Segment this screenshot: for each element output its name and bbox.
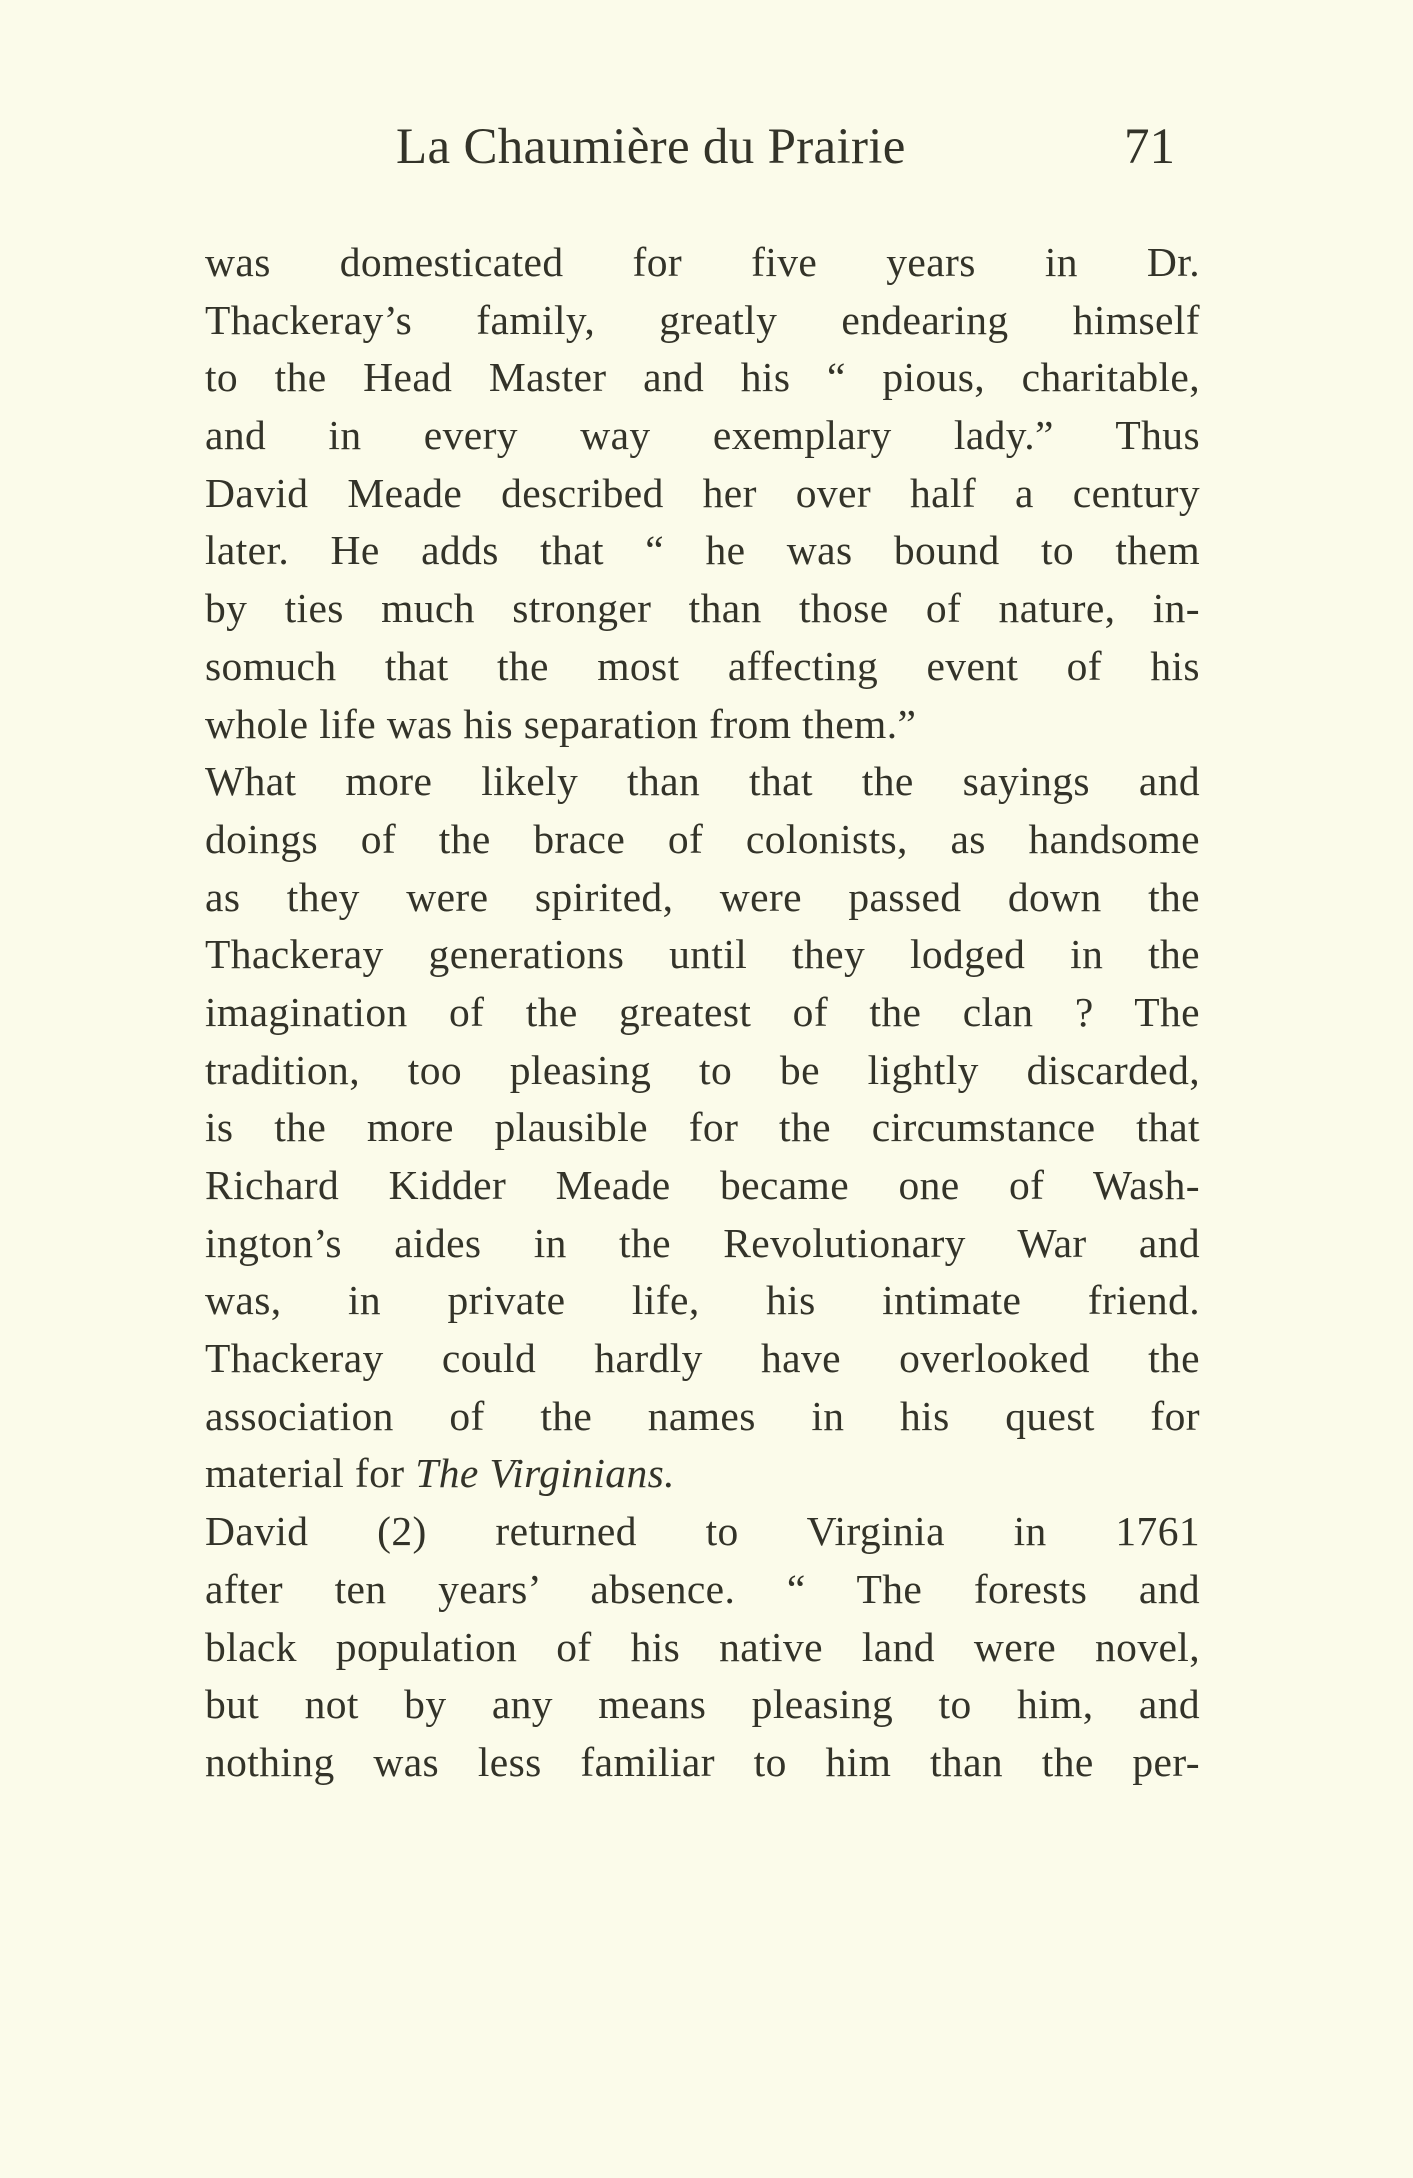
text-line: David Meade described her over half a century [205, 469, 1200, 516]
book-title-italic: The Virginians. [415, 1450, 675, 1497]
text-line: after ten years’ absence. “ The forests and [205, 1565, 1200, 1612]
text-line [205, 1445, 1200, 1503]
text-fragment: material for [205, 1450, 405, 1497]
text-line: black population of his native land were novel, [205, 1623, 1200, 1670]
text-line: doings of the brace of colonists, as handsome [205, 815, 1200, 862]
text-line: Thackeray could hardly have overlooked the [205, 1335, 1200, 1382]
text-line: somuch that the most affecting event of his [205, 642, 1200, 689]
text-line: was domesticated for five years in Dr. [205, 239, 1200, 285]
text-line: association of the names in his quest for [205, 1392, 1200, 1439]
text-line: Richard Kidder Meade became one of Wash- [205, 1162, 1200, 1208]
text-line: later. He adds that “ he was bound to them [205, 527, 1200, 574]
text-line: is the more plausible for the circumstance that [205, 1104, 1200, 1151]
text-line: Thackeray generations until they lodged in the [205, 931, 1200, 978]
page-number: 71 [1124, 119, 1175, 175]
text-line: tradition, too pleasing to be lightly discarded, [205, 1046, 1200, 1093]
text-line: What more likely than that the sayings and [205, 758, 1200, 805]
text-line: as they were spirited, were passed down the [205, 873, 1200, 920]
text-line: to the Head Master and his “ pious, charitable, [205, 354, 1200, 401]
text-line: by ties much stronger than those of nature, in- [205, 585, 1200, 632]
text-line: and in every way exemplary lady.” Thus [205, 412, 1200, 459]
running-title: La Chaumière du Prairie [396, 119, 906, 175]
text-line: David (2) returned to Virginia in 1761 [205, 1508, 1200, 1555]
text-line: Thackeray’s family, greatly endearing himself [205, 296, 1200, 343]
text-line: was, in private life, his intimate friend. [205, 1277, 1200, 1324]
text-line: but not by any means pleasing to him, and [205, 1681, 1200, 1728]
text-line: whole life was his separation from them.” [205, 700, 917, 747]
text-line: ington’s aides in the Revolutionary War and [205, 1219, 1200, 1266]
body-text [205, 234, 1200, 1792]
text-line: nothing was less familiar to him than the per- [205, 1738, 1200, 1785]
text-line: imagination of the greatest of the clan ? The [205, 988, 1200, 1035]
